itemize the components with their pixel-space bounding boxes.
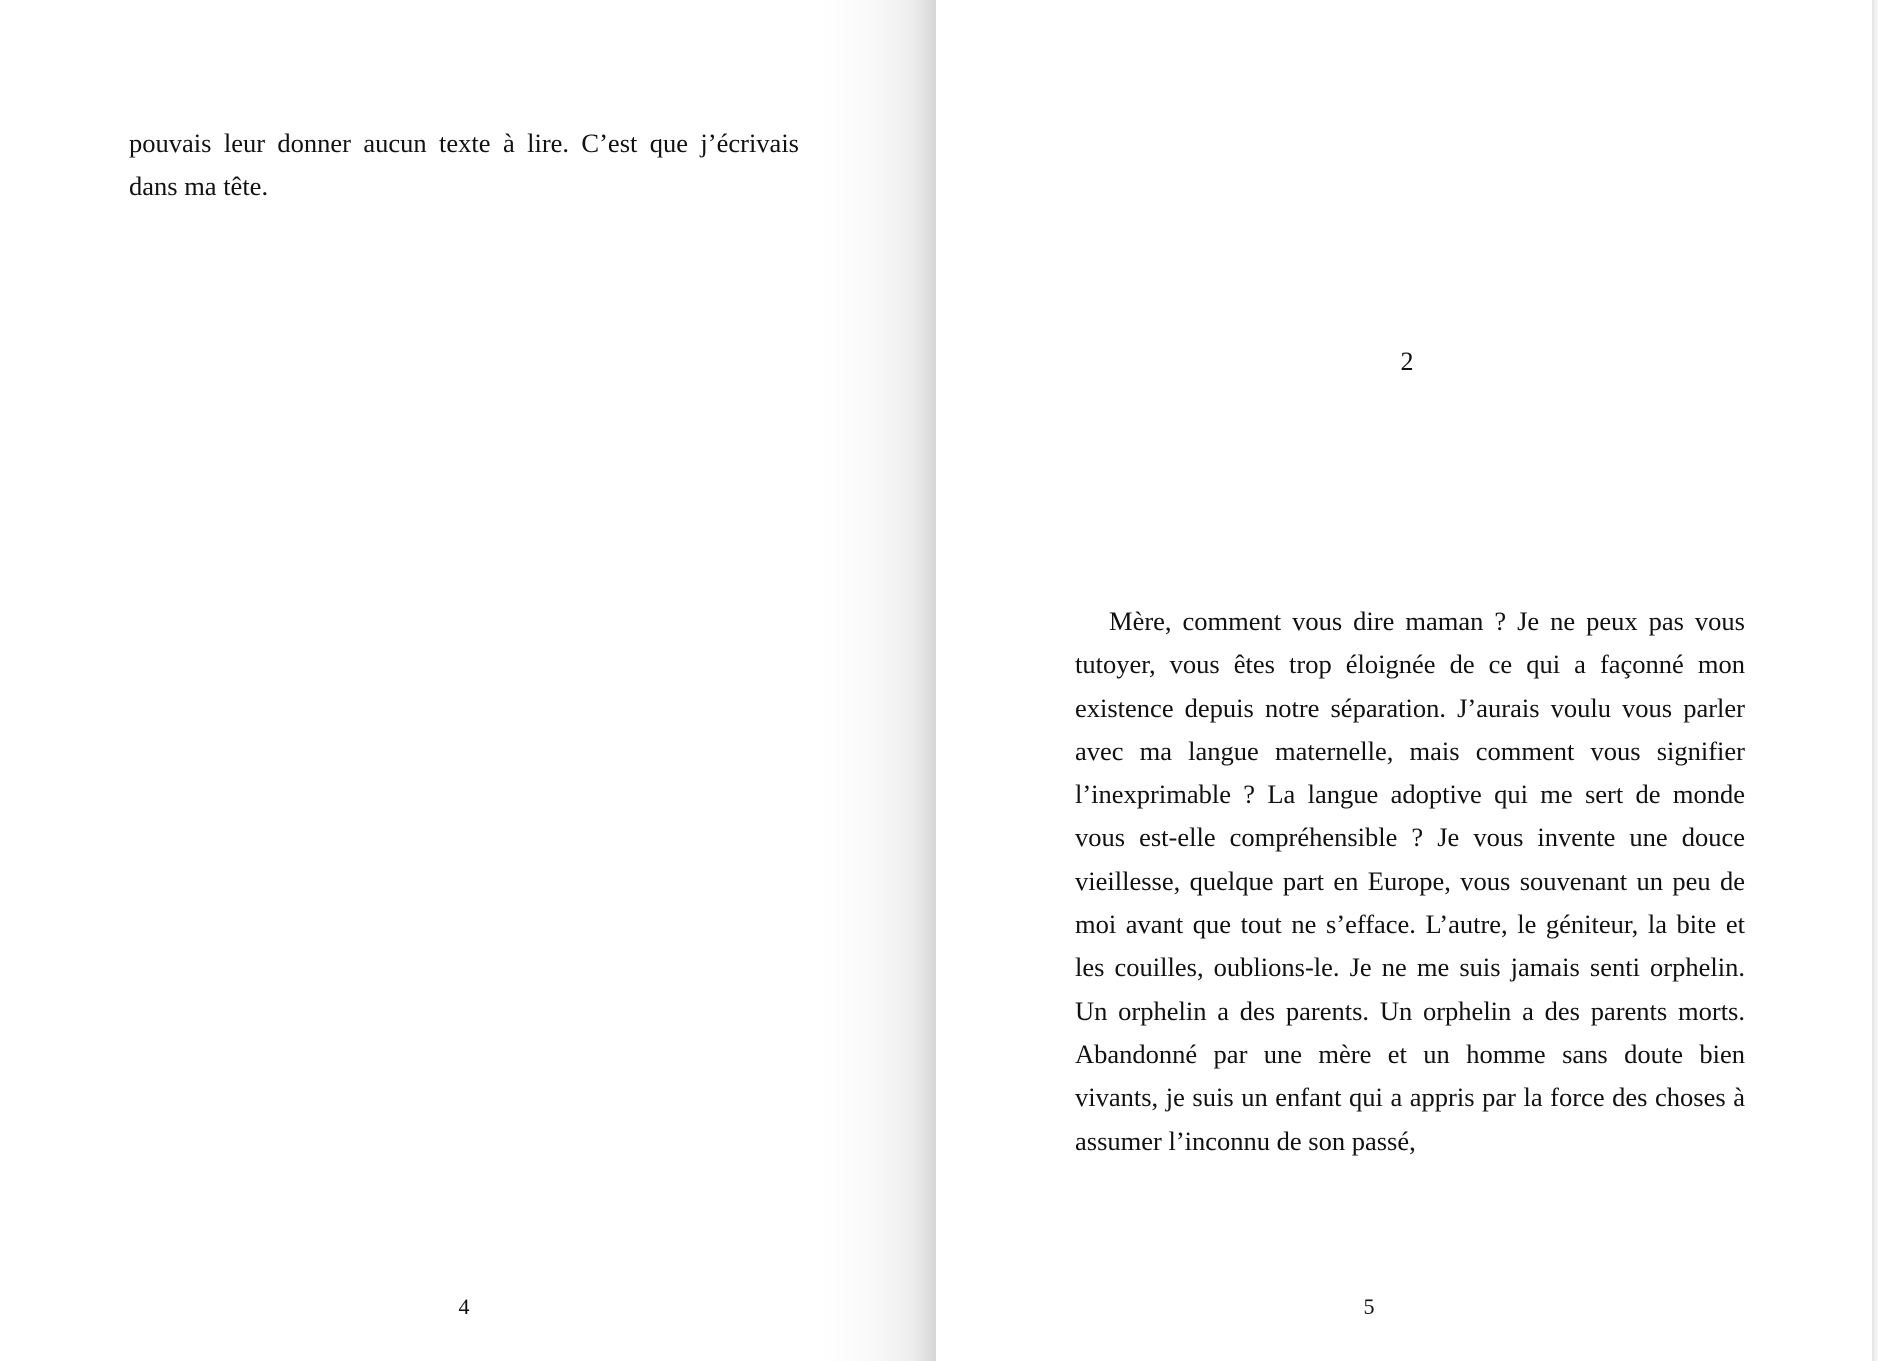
left-page-paragraph: pouvais leur donner aucun texte à lire. C’est que j’écrivais dans ma tête. [129,128,799,202]
left-page-text [129,122,799,209]
right-page[interactable] [936,0,1878,1361]
chapter-number: 2 [1400,347,1414,376]
gutter-shadow [1872,0,1878,1361]
right-page-paragraph: Mère, comment vous dire maman ? Je ne peux pas vous tutoyer, vous êtes trop éloignée de ce qui a façonné mon existence depuis notre séparation. J’aurais voulu vous parler avec ma langue maternelle, mais comment vous signifier l’inexprimable ? La langue adoptive qui me sert de monde vous est-elle compréhensible ? Je vous invente une douce vieillesse, quelque part en Europe, vous souvenant un peu de moi avant que tout ne s’efface. L’autre, le géniteur, la bite et les couilles, oublions-le. Je ne me suis jamais senti orphelin. Un orphelin a des parents. Un orphelin a des parents morts. Abandonné par une mère et un homme sans doute bien vivants, je suis un enfant qui a appris par la force des choses à assumer l’inconnu de son passé, [1075,606,1745,1156]
page-number-left: 4 [458,1294,470,1319]
left-page[interactable] [0,0,936,1361]
gutter-shadow [820,0,936,1361]
page-number-right: 5 [1363,1294,1375,1319]
right-page-text [1075,600,1745,1163]
